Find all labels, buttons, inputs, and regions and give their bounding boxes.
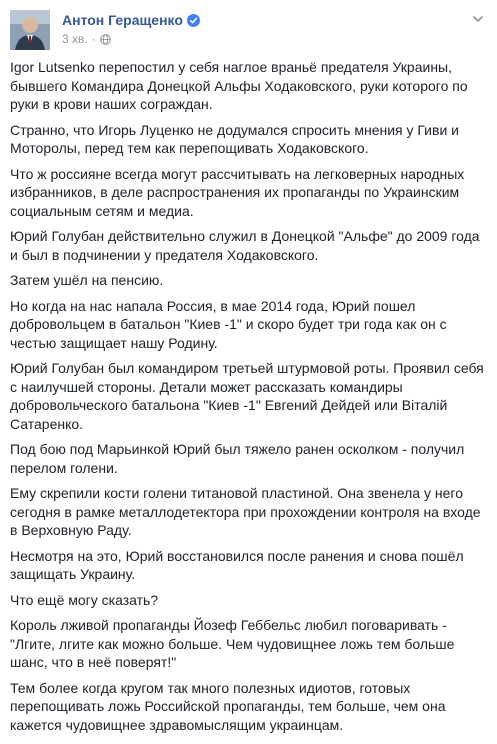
post-paragraph: Несмотря на это, Юрий восстановился после ранения и снова пошёл защищать Украину. bbox=[10, 547, 464, 582]
author-name[interactable]: Антон Геращенко bbox=[62, 12, 183, 28]
post-paragraph: Но когда на нас напала Россия, в мае 2014 года, Юрий пошел добровольцем в батальон "Киев -1" и скоро будет три года как он с честью защищает нашу Родину. bbox=[10, 297, 447, 351]
post-paragraph: Под бою под Марьинкой Юрий был тяжело ранен осколком - получил перелом голени. bbox=[10, 441, 465, 476]
post-paragraph: Странно, что Игорь Луценко не додумался спросить мнения у Гиви и Моторолы, перед тем как перепощивать Ходаковского. bbox=[10, 121, 459, 156]
post-paragraph: Что ж россияне всегда могут рассчитывать на легковерных народных избранников, в деле распространения их пропаганды по Украинским социальным сетям и медиа. bbox=[10, 165, 465, 219]
verified-badge-icon bbox=[187, 14, 200, 27]
post-meta bbox=[62, 32, 111, 46]
post-paragraph: Юрий Голубан действительно служил в Донецкой "Альфе" до 2009 года и был в подчинении у предателя Ходаковского. bbox=[10, 228, 480, 263]
post-paragraph: Тем более когда кругом так много полезных идиотов, готовых перепощивать ложь Российской пропаганды, тем больше, чем она кажется чудовищнее здравомыслящим украинцам. bbox=[10, 679, 446, 733]
post-paragraph: Ему скрепили кости голени титановой пластиной. Она звенела у него сегодня в рамке металлодетектора при прохождении контроля на входе в Верховную Раду. bbox=[10, 485, 481, 538]
post-paragraph: Что ещё могу сказать? bbox=[10, 591, 159, 608]
post-paragraph: Юрий Голубан был командиром третьей штурмовой роты. Проявил себя с наилучшей стороны. Детали может рассказать командиры добровольческого батальона "Киев -1" Евгений Дейдей или Віталій Сатаренко. bbox=[10, 360, 484, 432]
post-header bbox=[10, 10, 487, 50]
author-name-row bbox=[62, 12, 200, 28]
post-paragraph: Затем ушёл на пенсию. bbox=[10, 272, 164, 288]
author-avatar[interactable] bbox=[10, 10, 50, 50]
chevron-down-icon[interactable] bbox=[469, 10, 487, 28]
post-paragraph: Igor Lutsenko перепостил у себя наглое враньё предателя Украины, бывшего Командира Донецкой Альфы Ходаковского, руки которого по руки в крови наших сограждан. bbox=[10, 59, 468, 112]
post-body bbox=[10, 58, 486, 741]
post-timestamp[interactable]: 3 хв. bbox=[62, 32, 88, 46]
avatar-image bbox=[10, 10, 50, 50]
globe-icon[interactable] bbox=[100, 34, 111, 45]
meta-separator: · bbox=[91, 32, 96, 46]
post-paragraph: Король лживой пропаганды Йозеф Геббельс любил поговаривать - "Лгите, лгите как можно больше. Чем чудовищнее ложь тем больше шанс, что в неё поверят!" bbox=[10, 617, 455, 670]
